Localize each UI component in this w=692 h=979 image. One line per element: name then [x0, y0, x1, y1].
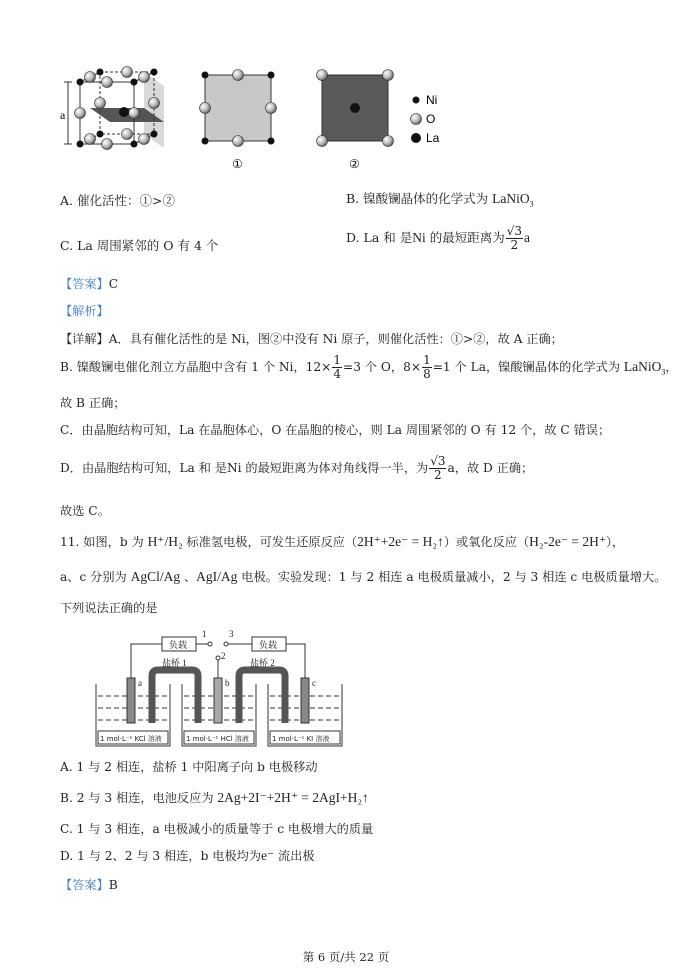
- q10-option-d-unit: a: [524, 230, 530, 245]
- detail-a: 【详解】A．具有催化活性的是 Ni，图②中没有 Ni 原子，则催化活性：①>②，故 A 正确；: [60, 332, 563, 346]
- face-diagram-1: [200, 70, 277, 147]
- fig1-label: ①: [232, 157, 243, 171]
- q10-option-b-text: B. 镍酸镧晶体的化学式为: [346, 191, 493, 206]
- answer-q11: 【答案】B: [60, 878, 118, 892]
- solution-3-label: 1 mol·L⁻¹ KI 溶液: [272, 735, 330, 743]
- q10-option-d: [346, 225, 530, 252]
- answer-q10: 【答案】C: [60, 277, 119, 291]
- q10-option-a: A. 催化活性：①>②: [60, 193, 175, 208]
- detail-d: D．由晶胞结构可知，La 和 是Ni 的最短距离为体对角线得一半，为 $\frac{√3}{2}$ a，故 D 正确；: [60, 454, 534, 482]
- q11-option-d: D. 1 与 2、2 与 3 相连，b 电极均为e⁻ 流出极: [60, 848, 315, 863]
- switch-2-label: 2: [221, 651, 226, 661]
- la-atom: [119, 107, 129, 117]
- detail-b-line1: B. 镍酸镧电催化剂立方晶胞中含有 1 个 Ni，12× $\frac{1}{4}$ =3 个 O，8× $\frac{1}{8}$ =1 个 La，镍酸镧晶体的化学式为 LaNiO$_3$，: [60, 353, 678, 381]
- q11-stem-line2: a、c 分别为 AgCl/Ag 、AgI/Ag 电极。实验发现：1 与 2 相连 a 电极质量减小，2 与 3 相连 c 电极质量增大。: [60, 569, 667, 584]
- detail-label: 【详解】: [60, 332, 109, 346]
- solution-1-label: 1 mol·L⁻¹ KCl 溶液: [100, 735, 162, 743]
- legend-la: La: [426, 131, 440, 145]
- crystal-figures: [60, 62, 460, 174]
- analysis-label: 【解析】: [60, 304, 109, 318]
- page-footer: 第 6 页/共 22 页: [302, 950, 390, 964]
- q11-option-b: B. 2 与 3 相连，电池反应为 2Ag+2I⁻+2H⁺ = 2AgI+H₂↑: [60, 790, 369, 805]
- switch-1-label: 1: [202, 629, 207, 639]
- electrochemical-cell-diagram: [92, 628, 352, 748]
- q10-option-d-ni: Ni: [412, 230, 426, 245]
- legend: [411, 97, 422, 144]
- load-2-label: 负载: [259, 640, 278, 650]
- q10-option-d-fraction: $\frac{√3}{2}$: [506, 224, 522, 252]
- legend-ni: Ni: [426, 93, 438, 107]
- switch-3-label: 3: [229, 629, 234, 639]
- load-1-label: 负载: [169, 640, 188, 650]
- q11-stem-line1: 11. 如图，b 为 H⁺/H₂ 标准氢电极，可发生还原反应（2H⁺+2e⁻ = H₂↑）或氧化反应（H₂-2e⁻ = 2H⁺），: [60, 534, 625, 549]
- q11-stem-line3: 下列说法正确的是: [60, 601, 158, 615]
- salt-bridge-1-label: 盐桥 1: [162, 658, 187, 668]
- legend-o: O: [426, 112, 436, 126]
- solution-2-label: 1 mol·L⁻¹ HCl 溶液: [186, 735, 249, 743]
- q10-option-d-text: D. La 和 是: [346, 230, 413, 245]
- fig2-label: ②: [349, 157, 360, 171]
- q10-option-c: C. La 周围紧邻的 O 有 4 个: [60, 238, 219, 253]
- electrode-a-label: a: [138, 678, 142, 688]
- q10-option-d-text2: 的最短距离为: [425, 230, 505, 245]
- electrode-c-label: c: [312, 678, 316, 688]
- q11-option-c: C. 1 与 3 相连，a 电极减小的质量等于 c 电极增大的质量: [60, 822, 374, 836]
- conclusion: 故选 C。: [60, 504, 110, 518]
- edge-label: a: [60, 108, 66, 122]
- q11-option-a: A. 1 与 2 相连，盐桥 1 中阳离子向 b 电极移动: [60, 760, 318, 774]
- detail-b-line2: 故 B 正确；: [60, 396, 126, 410]
- q10-option-b-formula: LaNiO$_3$: [492, 191, 534, 209]
- q10-option-b: [346, 189, 534, 209]
- salt-bridge-2-label: 盐桥 2: [250, 658, 275, 668]
- electrode-b-label: b: [225, 678, 230, 688]
- detail-c: C．由晶胞结构可知，La 在晶胞体心，O 在晶胞的棱心，则 La 周围紧邻的 O 有 12 个，故 C 错误；: [60, 423, 611, 437]
- face-diagram-2: [317, 70, 394, 147]
